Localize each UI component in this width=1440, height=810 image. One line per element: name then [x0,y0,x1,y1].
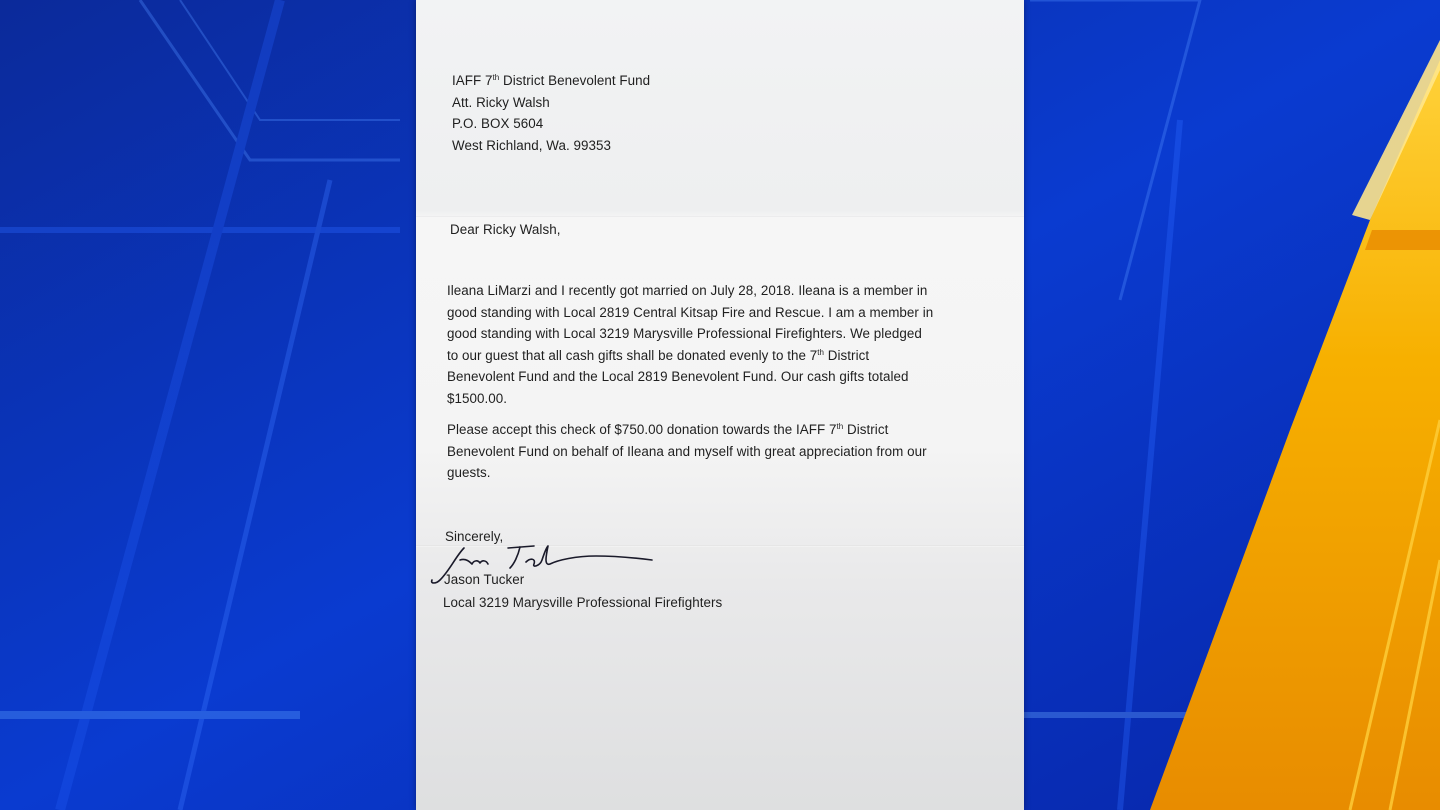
letter-paper [416,0,1024,810]
paragraph-line: good standing with Local 3219 Marysville Professional Firefighters. We pledged [447,326,922,341]
paragraph-line: Benevolent Fund and the Local 2819 Benevolent Fund. Our cash gifts totaled [447,369,909,384]
recipient-city-line: West Richland, Wa. 99353 [452,137,611,153]
recipient-attention: Att. Ricky Walsh [452,94,550,110]
recipient-organization: IAFF 7th District Benevolent Fund [452,73,651,88]
paper-fold-line [416,216,1024,218]
paragraph-line: Please accept this check of $750.00 donation towards the IAFF 7th District [447,422,889,437]
recipient-po-box: P.O. BOX 5604 [452,116,544,131]
signer-name: Jason Tucker [444,572,525,587]
recipient-address-block [452,70,650,156]
paragraph-line: guests. [447,465,491,480]
body-paragraph-2 [447,419,1007,484]
body-paragraph-1 [447,280,1007,409]
closing: Sincerely, [445,529,504,544]
paragraph-line: good standing with Local 2819 Central Kitsap Fire and Rescue. I am a member in [447,304,934,320]
salutation: Dear Ricky Walsh, [450,222,561,237]
paragraph-line: Benevolent Fund on behalf of Ileana and myself with great appreciation from our [447,443,927,459]
paragraph-line: to our guest that all cash gifts shall be donated evenly to the 7th District [447,347,870,363]
paragraph-line: Ileana LiMarzi and I recently got married on July 28, 2018. Ileana is a member in [447,283,928,298]
signer-organization: Local 3219 Marysville Professional Firefighters [443,595,723,610]
paragraph-line: $1500.00. [447,390,508,406]
